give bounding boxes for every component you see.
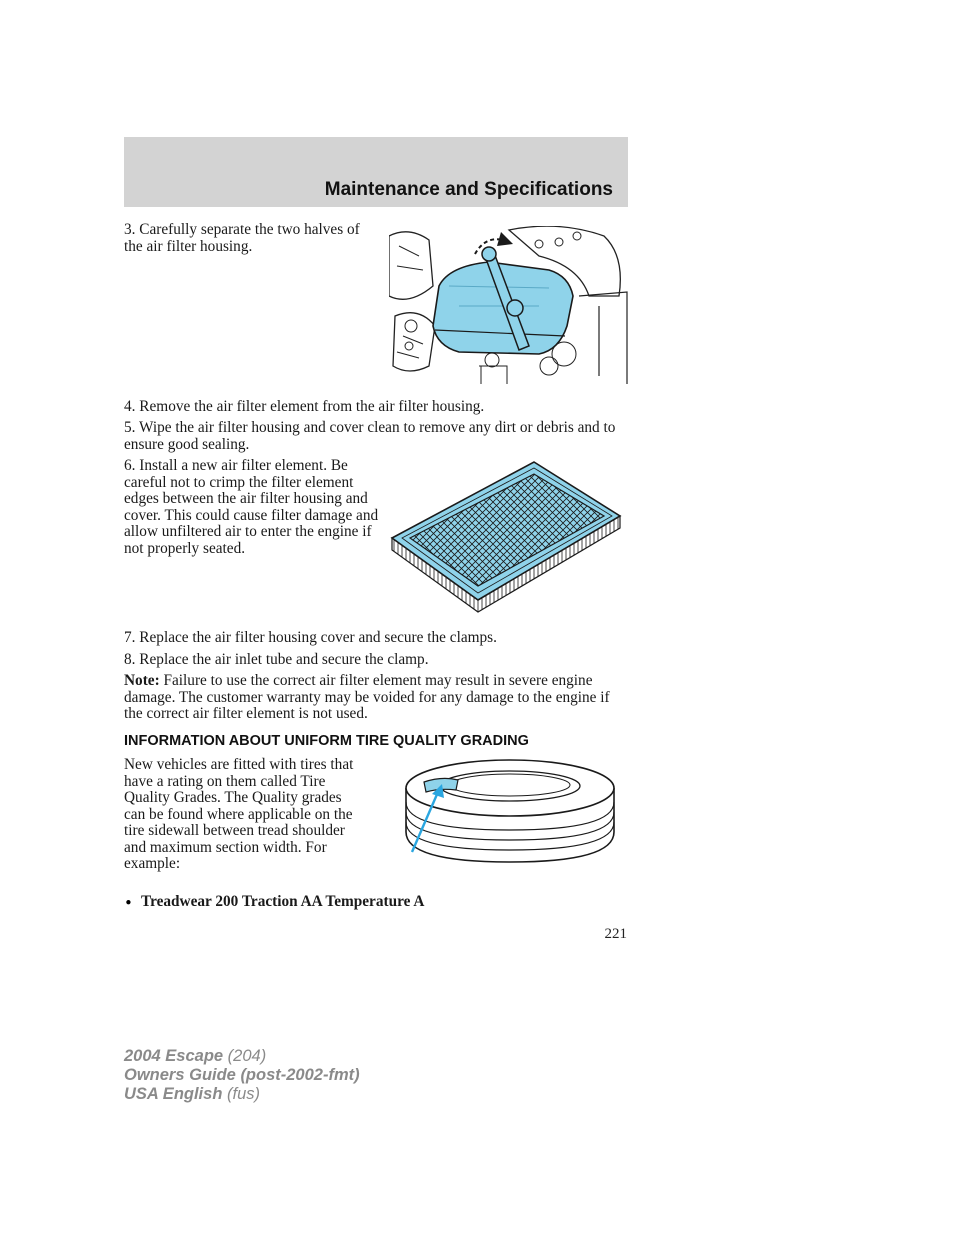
note-label: Note:: [124, 672, 160, 689]
step-4-text: 4. Remove the air filter element from the air filter housing.: [124, 398, 485, 415]
footer-model: 2004 Escape: [124, 1047, 224, 1065]
footer-language: USA English: [124, 1085, 223, 1103]
document-footer: [124, 1047, 360, 1104]
step-8-text: 8. Replace the air inlet tube and secure the clamp.: [124, 651, 429, 668]
bullet-icon: •: [124, 894, 133, 912]
footer-guide: Owners Guide (post-2002-fmt): [124, 1066, 360, 1084]
footer-model-code: (204): [223, 1047, 267, 1065]
section-title: Maintenance and Specifications: [324, 179, 613, 200]
note-text: Failure to use the correct air filter element may result in severe engine damage. The customer warranty may be voided for any damage to the engine if the correct air filter element is not used.: [124, 672, 610, 722]
section-header-bar: [124, 137, 628, 207]
section-heading: INFORMATION ABOUT UNIFORM TIRE QUALITY GRADING: [124, 733, 529, 749]
air-filter-housing-illustration: [389, 226, 629, 384]
tire-grade-example: Treadwear 200 Traction AA Temperature A: [141, 893, 425, 910]
footer-language-code: (fus): [222, 1085, 260, 1103]
page-number: 221: [604, 926, 627, 942]
tire-illustration: [402, 758, 618, 884]
note-paragraph: [124, 673, 630, 723]
tire-grading-body: New vehicles are fitted with tires that have a rating on them called Tire Quality Grades. The Quality grades can be found where applicable on the tire sidewall between tread shoulder and maximum section width. For example:: [124, 756, 354, 872]
step-7-text: 7. Replace the air filter housing cover and secure the clamps.: [124, 629, 497, 646]
step-3-text: 3. Carefully separate the two halves of the air filter housing.: [124, 221, 360, 255]
step-5-text: 5. Wipe the air filter housing and cover clean to remove any dirt or debris and to ensure good sealing.: [124, 419, 616, 453]
step-6-text: 6. Install a new air filter element. Be careful not to crimp the filter element edges between the air filter housing and cover. This could cause filter damage and allow unfiltered air to enter the engine if not properly seated.: [124, 457, 379, 557]
air-filter-element-illustration: [388, 460, 628, 616]
